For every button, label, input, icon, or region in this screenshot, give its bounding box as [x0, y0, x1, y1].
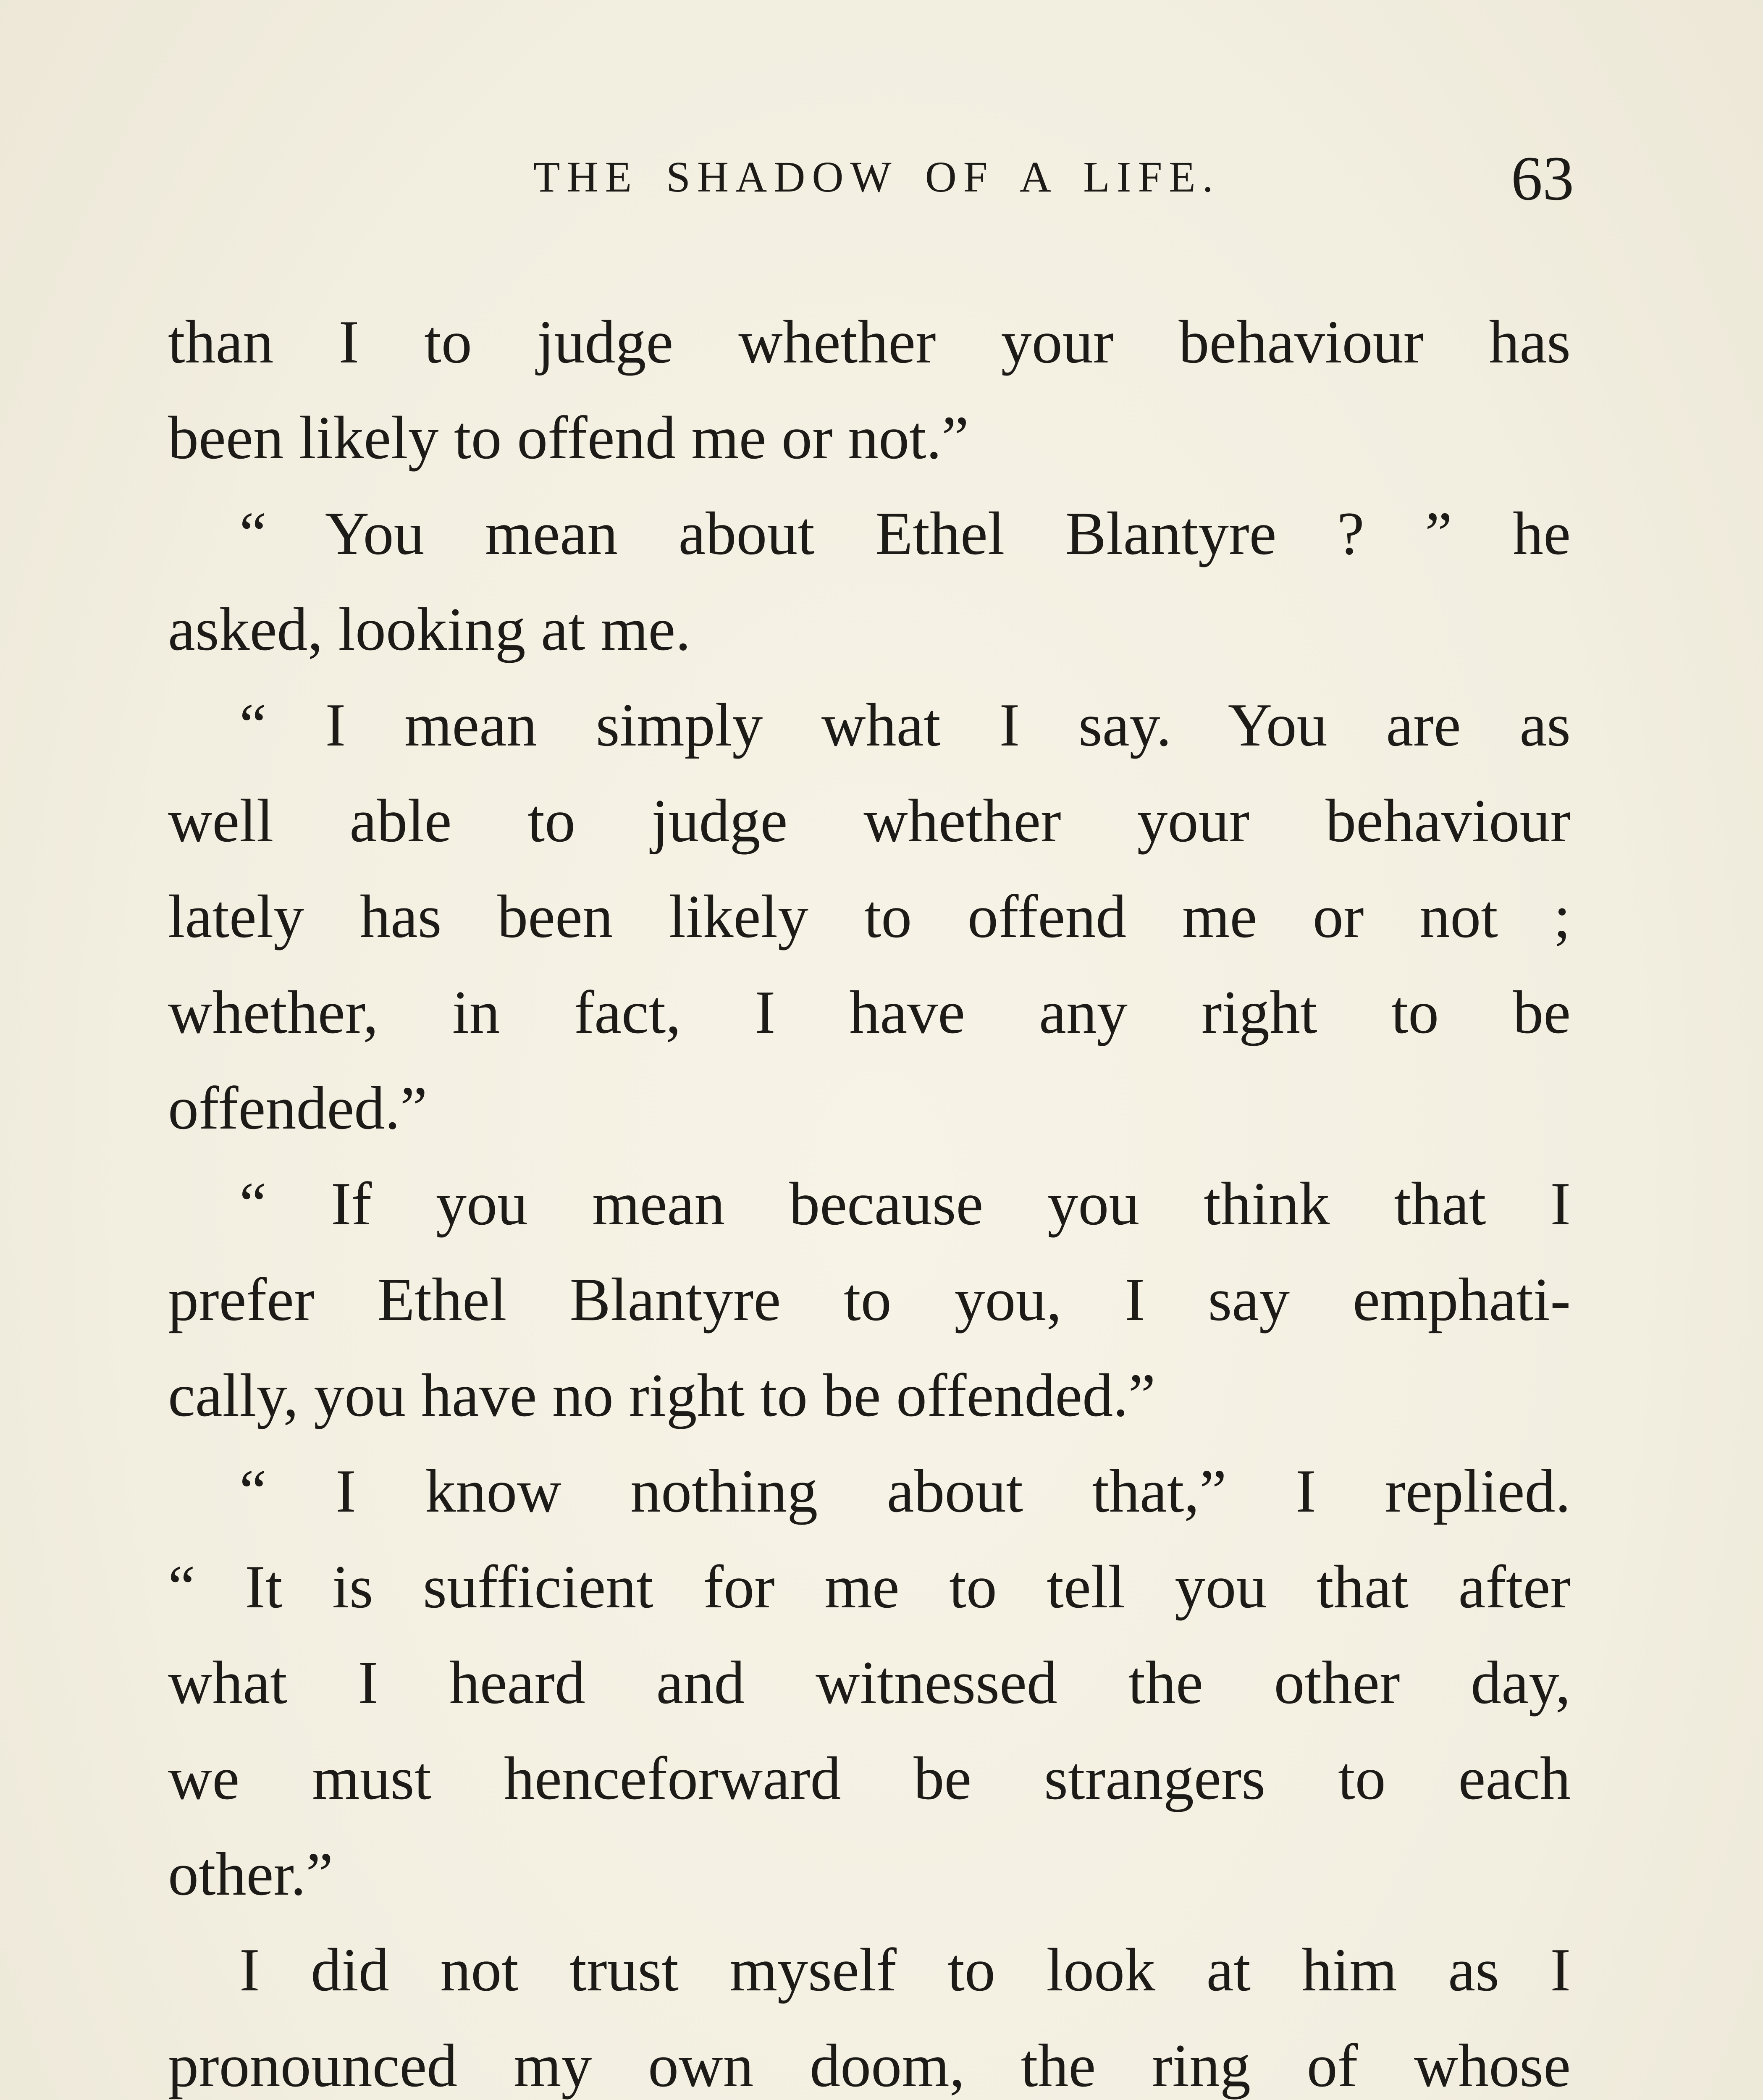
text-line: than I to judge whether your behaviour has — [168, 308, 1571, 376]
text-line: “ It is sufficient for me to tell you that after — [168, 1553, 1571, 1621]
text-line: been likely to offend me or not.” — [168, 404, 969, 472]
text-line: “ You mean about Ethel Blantyre ? ” he — [239, 499, 1571, 567]
text-line: asked, looking at me. — [168, 595, 691, 663]
text-line: lately has been likely to offend me or not ; — [168, 882, 1571, 950]
text-line: “ If you mean because you think that I — [239, 1170, 1571, 1238]
text-line: “ I mean simply what I say. You are as — [239, 691, 1571, 759]
text-line: other.” — [168, 1840, 333, 1908]
running-head: THE SHADOW OF A LIFE. — [533, 153, 1220, 201]
text-line: “ I know nothing about that,” I replied. — [239, 1457, 1571, 1525]
text-line: I did not trust myself to look at him as I — [239, 1936, 1571, 2004]
text-line: we must henceforward be strangers to each — [168, 1744, 1571, 1812]
text-line: cally, you have no right to be offended.” — [168, 1361, 1156, 1429]
text-line: pronounced my own doom, the ring of whose — [168, 2032, 1571, 2100]
text-line: whether, in fact, I have any right to be — [168, 978, 1571, 1046]
text-line: offended.” — [168, 1074, 428, 1142]
body-text — [168, 294, 1571, 2100]
text-line: prefer Ethel Blantyre to you, I say emphati- — [168, 1265, 1571, 1334]
text-line: what I heard and witnessed the other day, — [168, 1648, 1571, 1717]
text-line: well able to judge whether your behaviour — [168, 787, 1571, 855]
page-number: 63 — [1511, 144, 1574, 213]
